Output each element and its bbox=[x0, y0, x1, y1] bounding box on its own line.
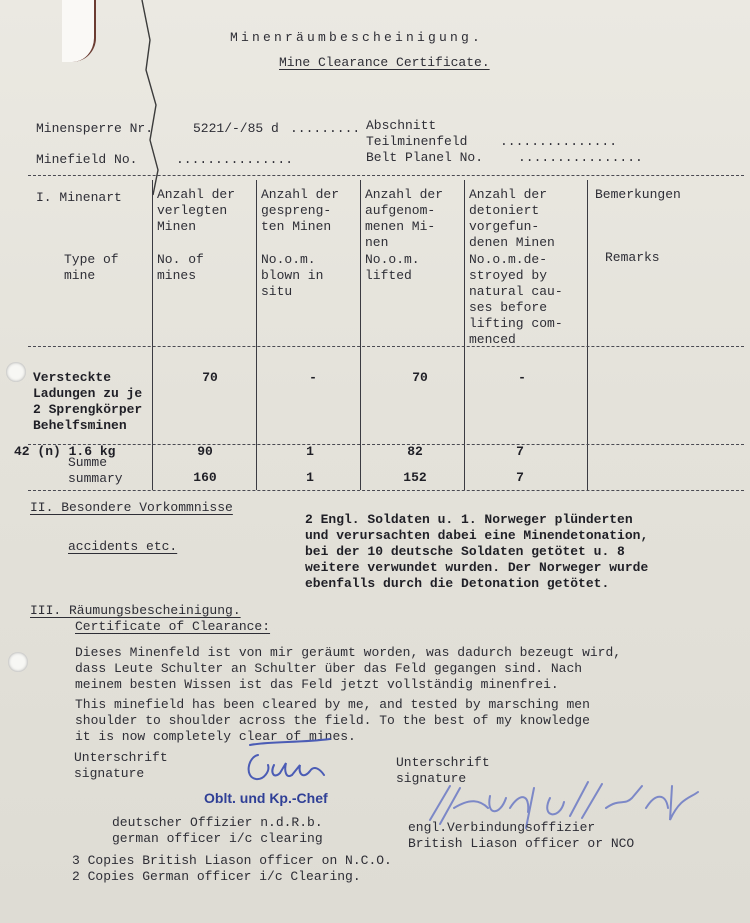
copies-line-1: 3 Copies British Liason officer on N.C.O. bbox=[72, 853, 392, 868]
row1-value-laid: 70 bbox=[202, 370, 218, 385]
section2-incident-text: 2 Engl. Soldaten u. 1. Norweger plünderten und verursachten dabei eine Minendetonation, bei der 10 deutsche Soldaten getötet u. 8 weitere verwundet wurden. Der Norweger wurde ebenfalls durch die Detonation getötet. bbox=[305, 512, 649, 591]
minefield-dots: ............... bbox=[176, 152, 294, 167]
table-section-label: I. Minenart bbox=[36, 190, 122, 205]
punch-hole-top bbox=[6, 362, 26, 382]
british-officer-role: engl.Verbindungsoffizier British Liason officer or NCO bbox=[408, 820, 635, 851]
teilminenfeld-dots: ............... bbox=[500, 134, 618, 149]
section3-label: III. Räumungsbescheinigung. bbox=[30, 603, 241, 618]
summary-value-laid: 160 bbox=[193, 470, 217, 485]
col1-header-de: Anzahl der verlegten Minen bbox=[157, 187, 236, 234]
col1-header-en: No. of mines bbox=[157, 252, 204, 283]
german-officer-role: deutscher Offizier n.d.R.b. german officer i/c clearing bbox=[112, 815, 323, 846]
col4-header-en: No.o.m.de- stroyed by natural cau- ses before lifting com- menced bbox=[469, 252, 563, 347]
table-top-rule bbox=[28, 175, 744, 176]
col5-header-en: Remarks bbox=[605, 250, 660, 265]
punch-hole-bottom bbox=[8, 652, 28, 672]
belt-dots: ................ bbox=[518, 150, 643, 165]
row2-value-blown: 1 bbox=[306, 444, 314, 459]
title-english: Mine Clearance Certificate. bbox=[279, 55, 490, 70]
col2-header-de: Anzahl der gespreng- ten Minen bbox=[261, 187, 340, 234]
row2-mine-type: 42 (n) 1.6 kg bbox=[14, 444, 116, 459]
clearance-text-english: This minefield has been cleared by me, and tested by marsching men shoulder to shoulder across the field. To the best of my knowledge it is now completely clear of mines. bbox=[75, 697, 590, 744]
minefield-label: Minefield No. bbox=[36, 152, 138, 167]
summary-value-blown: 1 bbox=[306, 470, 314, 485]
row1-mine-type: Versteckte Ladungen zu je 2 Sprengkörper Behelfsminen bbox=[33, 370, 143, 433]
torn-corner bbox=[62, 0, 96, 62]
summary-label: Summe summary bbox=[68, 455, 123, 486]
abschnitt-label: Abschnitt bbox=[366, 118, 437, 133]
row2-value-lifted: 82 bbox=[407, 444, 423, 459]
table-bottom-rule bbox=[28, 490, 744, 491]
section3-sublabel: Certificate of Clearance: bbox=[75, 619, 271, 634]
col2-header-en: No.o.m. blown in situ bbox=[261, 252, 324, 299]
row2-value-laid: 90 bbox=[197, 444, 213, 459]
col3-header-de: Anzahl der aufgenom- menen Mi- nen bbox=[365, 187, 444, 250]
teilminenfeld-label: Teilminenfeld bbox=[366, 134, 468, 149]
row1-value-detonated: - bbox=[518, 370, 526, 385]
minensperre-label: Minensperre Nr. bbox=[36, 121, 154, 136]
row1-value-blown: - bbox=[309, 370, 317, 385]
minensperre-value: 5221/-/85 d bbox=[193, 121, 279, 136]
section2-sublabel: accidents etc. bbox=[68, 539, 178, 554]
right-signature-label: Unterschrift signature bbox=[396, 755, 490, 786]
section2-label: II. Besondere Vorkommnisse bbox=[30, 500, 233, 515]
col5-header-de: Bemerkungen bbox=[595, 187, 681, 202]
col3-header-en: No.o.m. lifted bbox=[365, 252, 420, 283]
officer-rank-stamp: Oblt. und Kp.-Chef bbox=[204, 790, 328, 806]
clearance-text-german: Dieses Minenfeld ist von mir geräumt worden, was dadurch bezeugt wird, dass Leute Schulter an Schulter über das Feld gegangen sind. Nach meinem besten Wissen ist das Feld jetzt vollständig minenfrei. bbox=[75, 645, 622, 692]
copies-line-2: 2 Copies German officer i/c Clearing. bbox=[72, 869, 361, 884]
col4-header-de: Anzahl der detoniert vorgefun- denen Minen bbox=[469, 187, 555, 250]
left-signature-label: Unterschrift signature bbox=[74, 750, 168, 781]
summary-value-detonated: 7 bbox=[516, 470, 524, 485]
minensperre-dots: ......... bbox=[290, 121, 361, 136]
row1-value-lifted: 70 bbox=[412, 370, 428, 385]
row2-value-detonated: 7 bbox=[516, 444, 524, 459]
table-header-rule bbox=[28, 346, 744, 347]
belt-label: Belt Planel No. bbox=[366, 150, 484, 165]
summary-value-lifted: 152 bbox=[403, 470, 427, 485]
type-header-en: Type of mine bbox=[64, 252, 119, 283]
title-german: Minenräumbescheinigung. bbox=[230, 30, 484, 45]
